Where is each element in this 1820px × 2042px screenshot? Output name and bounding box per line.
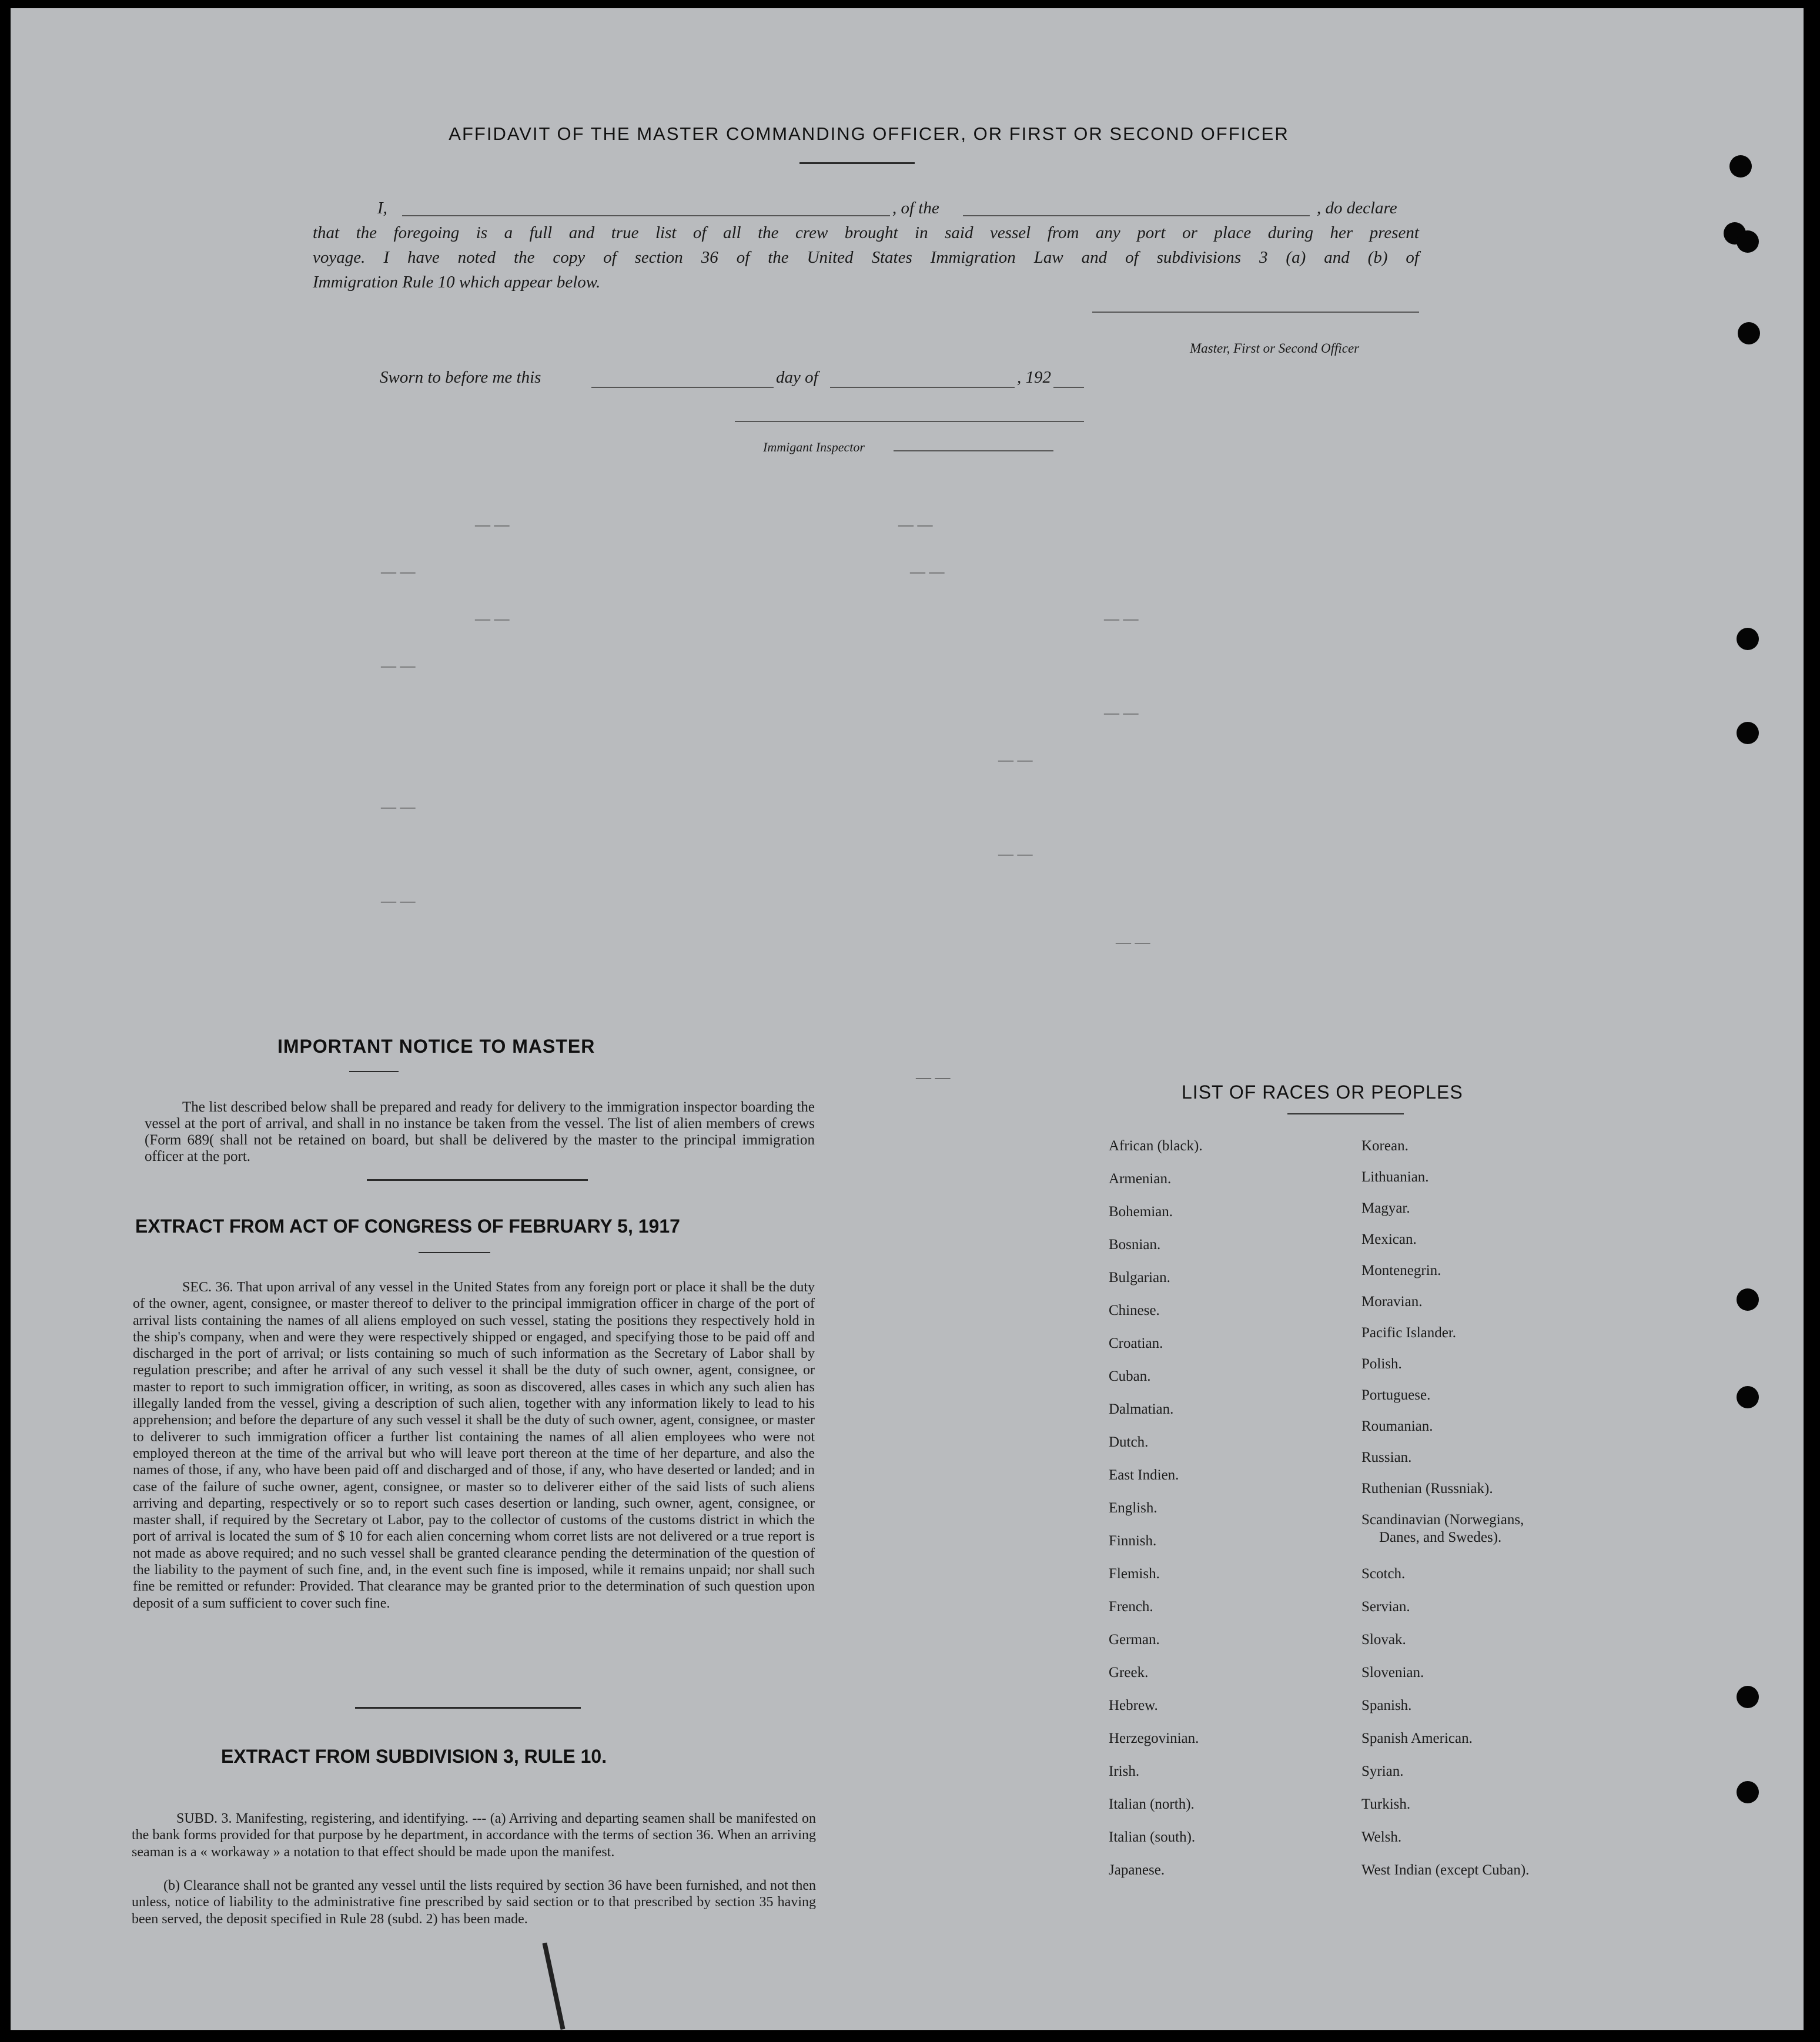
affidavit-line-2: that the foregoing is a full and true list of all the crew brought in said vessel from any port or place during her present xyxy=(313,223,1419,242)
race-item: Magyar. xyxy=(1361,1200,1410,1216)
notice-title: IMPORTANT NOTICE TO MASTER xyxy=(277,1036,595,1057)
race-item: Moravian. xyxy=(1361,1294,1423,1310)
extract-act-underline xyxy=(419,1252,490,1253)
race-item: Korean. xyxy=(1361,1138,1409,1154)
form-page xyxy=(11,8,1804,2030)
notice-underline xyxy=(349,1071,399,1072)
race-item: Bulgarian. xyxy=(1109,1270,1170,1286)
race-item: Mexican. xyxy=(1361,1231,1417,1247)
race-item: Dalmatian. xyxy=(1109,1401,1174,1417)
races-title: LIST OF RACES OR PEOPLES xyxy=(1182,1082,1463,1103)
bleed-mark: — — xyxy=(1116,933,1150,950)
race-item: Italian (north). xyxy=(1109,1796,1195,1812)
punch-hole-icon xyxy=(1737,628,1759,650)
race-item: Irish. xyxy=(1109,1763,1140,1779)
punch-hole-icon xyxy=(1737,1781,1759,1803)
punch-hole-icon xyxy=(1738,322,1760,344)
master-label: Master, First or Second Officer xyxy=(1190,341,1360,356)
race-item: Slovenian. xyxy=(1361,1665,1424,1681)
race-item: Bohemian. xyxy=(1109,1204,1173,1220)
bleed-mark: — — xyxy=(910,563,945,580)
race-item: Finnish. xyxy=(1109,1533,1157,1549)
bleed-mark: — — xyxy=(998,845,1033,862)
punch-hole-icon xyxy=(1737,1686,1759,1708)
punch-hole-icon xyxy=(1737,722,1759,744)
punch-hole-icon xyxy=(1737,1288,1759,1311)
punch-hole-icon xyxy=(1737,230,1759,253)
race-item: French. xyxy=(1109,1599,1153,1615)
race-item: Slovak. xyxy=(1361,1632,1406,1648)
extract-act-title: EXTRACT FROM ACT OF CONGRESS OF FEBRUARY 5, 1917 xyxy=(135,1216,680,1237)
affidavit-line-4: Immigration Rule 10 which appear below. xyxy=(313,273,601,292)
race-item-continued: Danes, and Swedes). xyxy=(1379,1529,1502,1545)
extract-rule-text-b: (b) Clearance shall not be granted any vessel until the lists required by section 36 have been furnished, and not then unless, notice of liability to the administrative fine prescribed by said section or to that prescribed by section 35 having been served, the deposit specified in Rule 28 (subd. 2) has been made. xyxy=(132,1878,816,1927)
notice-divider xyxy=(367,1179,588,1181)
bleed-mark: — — xyxy=(998,751,1033,768)
title-underline xyxy=(799,162,915,164)
race-item: Roumanian. xyxy=(1361,1418,1433,1434)
race-item: Spanish. xyxy=(1361,1698,1412,1713)
race-item: Herzegovinian. xyxy=(1109,1730,1199,1746)
bleed-mark: — — xyxy=(898,516,933,533)
race-item: Portuguese. xyxy=(1361,1387,1431,1403)
race-item: Pacific Islander. xyxy=(1361,1325,1457,1341)
notice-text: The list described below shall be prepared and ready for delivery to the immigration inspector boarding the vessel at the port of arrival, and shall in no instance be taken from the vessel. The list of alien members of crews (Form 689( shall not be retained on board, but shall be delivered by the master to the principal immigration officer at the port. xyxy=(145,1099,815,1164)
race-item: Armenian. xyxy=(1109,1171,1172,1187)
bleed-mark: — — xyxy=(916,1069,951,1086)
race-item: Scotch. xyxy=(1361,1566,1406,1582)
vessel-blank[interactable] xyxy=(963,215,1310,216)
affidavit-line-3: voyage. I have noted the copy of section 36 of the United States Immigration Law and of subdivisions 3 (a) and (b) of xyxy=(313,248,1419,267)
race-item: East Indien. xyxy=(1109,1467,1179,1483)
extract-act-divider xyxy=(355,1707,581,1709)
race-item: Scandinavian (Norwegians, xyxy=(1361,1512,1524,1528)
race-item: Dutch. xyxy=(1109,1434,1149,1450)
race-item: Servian. xyxy=(1361,1599,1410,1615)
bleed-mark: — — xyxy=(475,610,510,627)
race-item: Japanese. xyxy=(1109,1862,1165,1878)
bleed-mark: — — xyxy=(1104,704,1139,721)
bleed-mark: — — xyxy=(381,892,416,909)
race-item: Lithuanian. xyxy=(1361,1169,1429,1185)
inspector-name-line xyxy=(894,450,1053,451)
affidavit-i: I, xyxy=(377,199,387,217)
bleed-mark: — — xyxy=(475,516,510,533)
bleed-mark: — — xyxy=(381,657,416,674)
sworn-month-blank[interactable] xyxy=(830,387,1015,388)
race-item: English. xyxy=(1109,1500,1157,1516)
race-item: West Indian (except Cuban). xyxy=(1361,1862,1530,1878)
inspector-signature-line[interactable] xyxy=(735,421,1084,422)
master-signature-line[interactable] xyxy=(1092,312,1419,313)
race-item: Flemish. xyxy=(1109,1566,1160,1582)
race-item: Chinese. xyxy=(1109,1303,1160,1318)
bleed-mark: — — xyxy=(381,798,416,815)
paper-tear xyxy=(542,1943,565,2030)
race-item: Hebrew. xyxy=(1109,1698,1158,1713)
race-item: Russian. xyxy=(1361,1450,1412,1465)
affidavit-of-the: , of the xyxy=(892,199,939,217)
bleed-mark: — — xyxy=(1104,610,1139,627)
race-item: German. xyxy=(1109,1632,1160,1648)
extract-rule-title: EXTRACT FROM SUBDIVISION 3, RULE 10. xyxy=(221,1746,607,1767)
name-blank[interactable] xyxy=(402,215,890,216)
extract-act-text: SEC. 36. That upon arrival of any vessel in the United States from any foreign port or place it shall be the duty of the owner, agent, consignee, or master thereof to deliver to the principal immigration officer in charge of the port of arrival lists containing the names of all aliens employed on such vessel, stating the positions they respectively hold in the ship's company, when and were they were respectively shipped or engaged, and specifying those to be paid off and discharged in the port of arrival; or lists containing so much of such information as the Secretary of Labor shall by regulation prescribe; and after he arrival of any such vessel it shall be the duty of such owner, agent, consignee, or master to report to such immigration officer, in writing, as soon as discovered, alles cases in which any such alien has illegally landed from the vessel, giving a description of such alien, together with any information likely to lead to his apprehension; and before the departure of any such vessel it shall be the duty of such owner, agent, consignee, or master to deliverer to such immigration officer a further list containing the names of all alien employees who were not employed thereon at the time of the arrival but who will leave port thereon at the time of her departure, and also the names of those, if any, who have been paid off and discharged and of those, if any, who have deserted or landed; and in case of the failure of suche owner, agent, consignee, or master so to deliverer either of the said lists of such aliens arriving and departing, respectively or so to report such cases desertion or landing, such owner, agent, consignee, or master shall, if required by the Secretary ot Labor, pay to the collector of customs of the customs district in which the port of arrival is located the sum of $ 10 for each alien concerning whom corret lists are not delivered or a true report is not made as above required; and no such vessel shall be granted clearance pending the determination of the question of the liability to the payment of such fine, and, in the event such fine is imposed, while it remains unpaid; nor shall such fine be remitted or refunder: Provided. That clearance may be granted prior to the determination of such question upon deposit of a sum sufficient to cover such fine. xyxy=(133,1280,815,1611)
race-item: Croatian. xyxy=(1109,1335,1163,1351)
race-item: Cuban. xyxy=(1109,1368,1151,1384)
race-item: Italian (south). xyxy=(1109,1829,1196,1845)
affidavit-declare: , do declare xyxy=(1317,199,1397,217)
race-item: African (black). xyxy=(1109,1138,1203,1154)
year-blank[interactable] xyxy=(1053,387,1084,388)
inspector-label: Immigant Inspector xyxy=(763,440,865,454)
race-item: Welsh. xyxy=(1361,1829,1402,1845)
race-item: Montenegrin. xyxy=(1361,1263,1441,1278)
day-of-label: day of xyxy=(776,368,818,387)
race-item: Spanish American. xyxy=(1361,1730,1473,1746)
race-item: Turkish. xyxy=(1361,1796,1411,1812)
race-item: Syrian. xyxy=(1361,1763,1404,1779)
race-item: Polish. xyxy=(1361,1356,1402,1372)
year-label: , 192 xyxy=(1017,368,1051,387)
extract-rule-text-a: SUBD. 3. Manifesting, registering, and identifying. --- (a) Arriving and departing seamen shall be manifested on the bank forms provided for that purpose by he department, in accordance with the terms of section 36. When an arriving seaman is a « workaway » a notation to that effect should be made upon the manifest. xyxy=(132,1811,816,1860)
punch-hole-icon xyxy=(1737,1386,1759,1408)
race-item: Greek. xyxy=(1109,1665,1149,1681)
bleed-mark: — — xyxy=(381,563,416,580)
race-item: Bosnian. xyxy=(1109,1237,1161,1253)
races-underline xyxy=(1287,1113,1404,1114)
punch-hole-icon xyxy=(1729,155,1752,178)
sworn-day-blank[interactable] xyxy=(591,387,774,388)
affidavit-title: AFFIDAVIT OF THE MASTER COMMANDING OFFICER, OR FIRST OR SECOND OFFICER xyxy=(449,123,1289,144)
sworn-label: Sworn to before me this xyxy=(380,368,541,387)
race-item: Ruthenian (Russniak). xyxy=(1361,1481,1493,1497)
